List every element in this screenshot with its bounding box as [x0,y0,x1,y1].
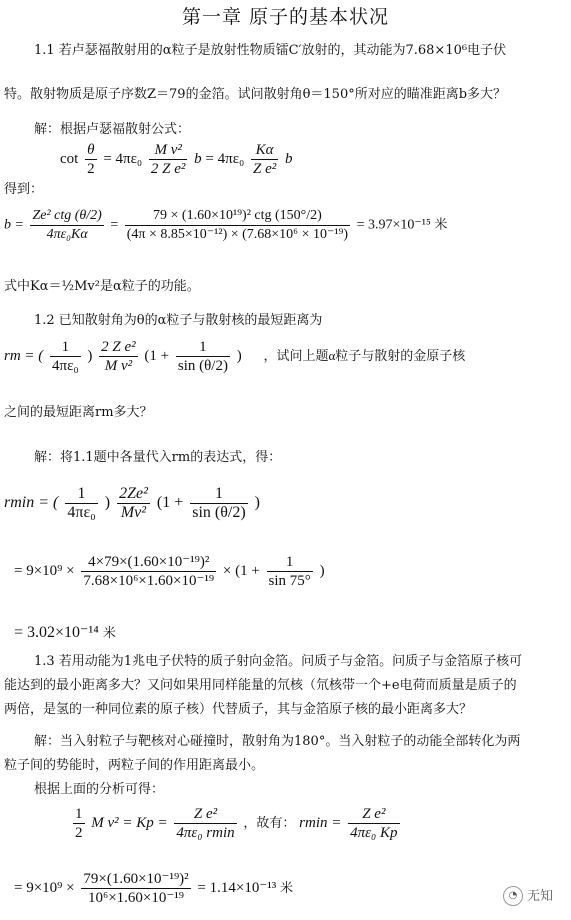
problem-1-1-line-1: 1.1 若卢瑟福散射用的α粒子是放射性物质镭C′放射的，其动能为7.68×10⁶电子伏 [34,43,507,58]
fraction-1-sin: $\frac{1}{\sin (\theta/2)}$ [177,339,228,374]
rmin-equals: rmin = ( [4,494,59,512]
rutherford-formula [60,141,292,178]
numeric-fraction: $\frac{\text{79 × (1.60×10¹⁹)² ctg (150°/2)}}{\text{(4π × 8.85×10⁻¹²) × (7.68×10⁶ × 10⁻¹⁹)}}$ [126,208,349,242]
coulomb-constant: = 9×10⁹ × [14,562,75,579]
fraction-1-sin75: $\frac{1}{\sin 75^\circ}$ [268,554,311,589]
numeric-fraction-rmin: $\frac{\text{4×79×(1.60×10⁻¹⁹)²}}{\text{7.68×10⁶×1.60×10⁻¹⁹}}$ [83,554,215,589]
fraction-2ze2-mv2-b: $\frac{\text{2Ze²}}{\text{Mv²}}$ [119,485,148,521]
close-paren-c: ) [319,562,325,579]
rmin-numeric [14,553,325,590]
solution-1-3-line-1: 解：当入射粒子与靶核对心碰撞时，散射角为180°。当入射粒子的动能全部转化为两 [34,734,521,749]
solution-1-1-intro: 解：根据卢瑟福散射公式： [34,122,191,137]
fraction-half: $\frac{1}{2}$ [75,806,83,841]
rmin-result [14,622,116,642]
b-equals: b = [4,217,24,233]
fraction-1-4pieps0: $\frac{1}{\text{4πε₀}}$ [52,339,79,374]
one-plus-b: (1 + [156,494,184,512]
proton-rmin-value: = 1.14×10⁻¹³ [197,879,277,896]
chapter-title: 第一章 原子的基本状况 [181,6,390,28]
impact-parameter-result: b = $\frac{\text{Ze² ctg (θ/2)}}{\text{4πε₀Kα}}$ = $\frac{\text{79 × (1.60×10¹⁹)² ctg (150°/2)}}{\text{(4π × 8.85×10⁻¹²) × (7.68×10⁶ × 10⁻¹⁹)}}$ = 3.97×10⁻¹⁵ 米 [4,208,448,242]
therefore-label: ，故有： [243,814,296,830]
kinetic-energy-expr: M v² = Kp = [91,814,168,831]
unit-meter: 米 [434,216,448,232]
problem-1-2-line-2: 之间的最短距离rm多大？ [4,405,153,420]
watermark-text: 无知 [526,888,553,904]
numeric-fraction-proton: $\frac{\text{79×(1.60×10⁻¹⁹)²}}{\text{10⁶×1.60×10⁻¹⁹}}$ [83,871,189,906]
fraction-1-4pieps0-b: $\frac{1}{\text{4πε₀}}$ [67,485,96,521]
problem-1-3-line-2: 能达到的最小距离多大？又问如果用同样能量的氘核（氘核带一个+e电荷而质量是质子的 [4,678,517,693]
coulomb-constant-2: = 9×10⁹ × [14,879,75,896]
closest-approach-formula: rm = ( $\frac{1}{\text{4πε₀}}$ ) $\frac{\text{2 Z e²}}{\text{M v²}}$ (1 + $\frac{1}{\sin (\theta/2)}$ ) ，试问上题α粒子与散射的金原子核 [4,339,466,374]
close-paren: ) [236,347,242,364]
problem-1-2-line-1-tail: ，试问上题α粒子与散射的金原子核 [263,347,466,363]
constant-4pi-eps0-2: 4πε₀ [217,150,245,167]
solution-1-2-intro: 解：将1.1题中各量代入rm的表达式，得： [34,450,282,465]
solution-1-3-line-2: 粒子间的势能时，两粒子间的作用距离最小。 [4,758,265,773]
watermark [503,885,553,907]
cot-label: cot [60,150,79,167]
energy-balance-formula [70,805,403,842]
impact-parameter-b-2: b [284,150,293,167]
rmin-formula: rmin = ( $\frac{1}{\text{4πε₀}}$ ) $\frac{\text{2Ze²}}{\text{Mv²}}$ (1 + $\frac{1}{\sin (\theta/2)}$ ) [4,485,260,521]
constant-4pi-eps0: 4πε₀ [115,150,143,167]
equals-sign-2: = [205,150,214,167]
fraction-k-ze2: $\frac{K\alpha}{\text{Z e²}}$ [252,142,277,177]
fraction-1-sin-b: $\frac{1}{\sin (\theta/2)}$ [192,485,246,521]
unit-meter-3: 米 [280,879,294,895]
problem-1-2-line-1: 1.2 已知散射角为θ的α粒子与散射核的最短距离为 [34,313,323,328]
proton-rmin-numeric [14,870,293,907]
fraction-ze2-kp: $\frac{\text{Z e²}}{\text{4πε₀ Kp}}$ [350,806,398,841]
impact-parameter-b: b [194,150,202,167]
equals-sign: = [103,150,112,167]
result-intro-1: 得到： [4,182,44,197]
times-one-plus: × (1 + [222,562,260,579]
rmin-value: = 3.02×10⁻¹⁴ [14,624,99,641]
fraction-ze2-rmin: $\frac{\text{Z e²}}{\text{4πε₀ rmin}}$ [176,806,235,841]
result-intro-3: 根据上面的分析可得： [34,782,165,797]
fraction-mv2-2ze2: $\frac{\text{M v²}}{\text{2 Z e²}}$ [150,142,186,177]
rmin-equals-2: rmin = [299,814,342,831]
symbolic-fraction: $\frac{\text{Ze² ctg (θ/2)}}{\text{4πε₀Kα}}$ [32,208,102,242]
problem-1-1-line-2: 特。散射物质是原子序数Z＝79的金箔。试问散射角θ＝150°所对应的瞄准距离b多大？ [4,87,507,102]
rm-equals: rm = ( [4,347,44,364]
fraction-2ze2-mv2: $\frac{\text{2 Z e²}}{\text{M v²}}$ [101,339,136,374]
problem-1-3-line-1: 1.3 若用动能为1兆电子伏特的质子射向金箔。问质子与金箔。问质子与金箔原子核可 [34,654,523,669]
problem-1-3-line-3: 两倍，是氢的一种同位素的原子核）代替质子，其与金箔原子核的最小距离多大？ [4,702,473,717]
kinetic-energy-note: 式中Kα＝½Mv²是α粒子的功能。 [4,279,200,294]
close-paren-b: ) [254,494,260,512]
wechat-icon: ◔ [503,886,523,906]
unit-meter-2: 米 [102,625,116,640]
impact-parameter-value: = 3.97×10⁻¹⁵ [356,217,431,233]
one-plus: (1 + [144,347,170,364]
fraction-theta-2: $\frac{\theta}{2}$ [87,142,95,177]
